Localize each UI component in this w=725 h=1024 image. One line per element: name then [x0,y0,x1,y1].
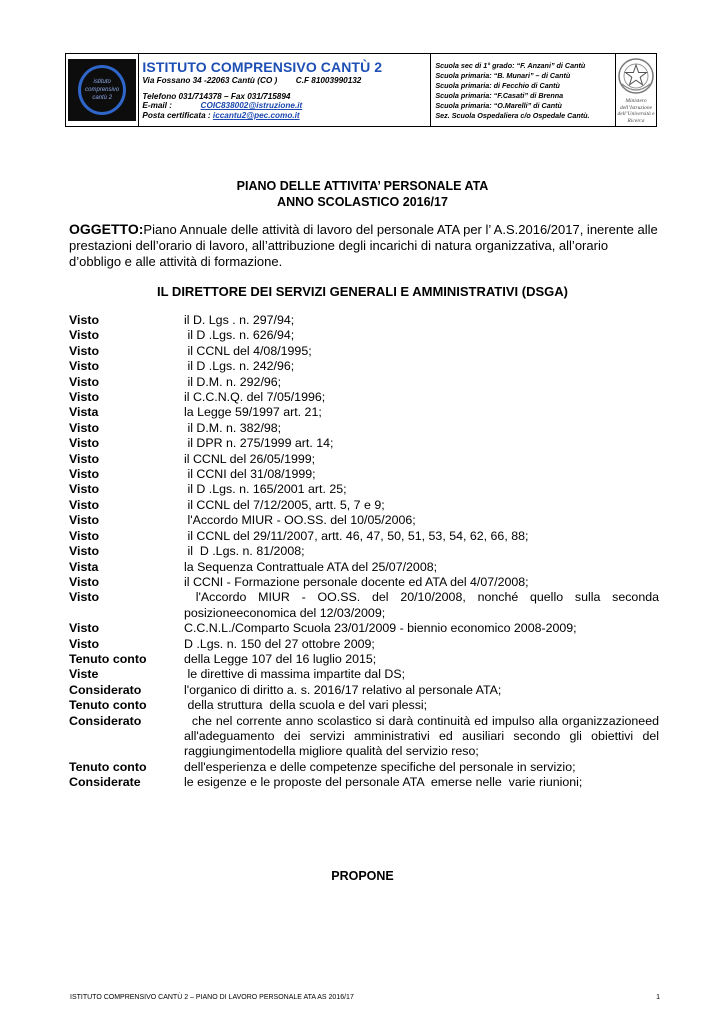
school-info [139,54,431,126]
premise-keyword: Vista [69,405,99,420]
logo-ring [78,65,126,115]
pec-link[interactable]: iccantu2@pec.como.it [212,110,300,120]
premise-keyword: Tenuto conto [69,651,147,666]
premise-keyword: Visto [69,621,100,636]
premise-text: l'Accordo MIUR - OO.SS. del 10/05/2006; [184,513,416,528]
page-number: 1 [656,994,660,1001]
premise-row [69,621,659,636]
premise-keyword: Visto [69,636,100,651]
premise-text: le esigenze e le proposte del personale ATA emerse nelle varie riunioni; [184,775,583,790]
premise-row [69,436,659,451]
premise-keyword: Visto [69,328,100,343]
premise-row [69,652,659,667]
document-title: PIANO DELLE ATTIVITA’ PERSONALE ATA [236,179,489,193]
premise-keyword: Visto [69,590,100,605]
premise-text: l'Accordo MIUR - OO.SS. del 20/10/2008, nonché quello sulla seconda posizioneeconomica del 12/03/2009; [184,590,663,620]
dsga-heading: IL DIRETTORE DEI SERVIZI GENERALI E AMMINISTRATIVI (DSGA) [157,284,568,299]
republic-emblem-icon [616,56,656,96]
premise-keyword: Visto [69,374,100,389]
email-label: E-mail : [142,101,172,111]
premise-row [69,575,659,590]
premise-text: le direttive di massima impartite dal DS; [184,667,406,682]
school-item: Scuola primaria: “F.Casati” di Brenna [435,91,564,100]
premise-keyword: Considerate [69,775,141,790]
premise-text: il CCNI del 31/08/1999; [184,467,316,482]
logo-text-1: istituto [93,79,111,85]
premise-text: C.C.N.L./Comparto Scuola 23/01/2009 - biennio economico 2008-2009; [184,621,577,636]
premise-text: il D .Lgs. n. 81/2008; [184,544,305,559]
subject-label: OGGETTO: [69,221,144,237]
pec-line [142,111,426,121]
premise-row [69,359,659,374]
premise-row [69,590,663,621]
premise-text: il C.C.N.Q. del 7/05/1996; [184,390,326,405]
school-logo [68,59,136,121]
premise-keyword: Viste [69,667,99,682]
letterhead [65,53,657,127]
school-item: Scuola sec di 1° grado: “F. Anzani” di Cantù [435,61,586,70]
pec-label: Posta certificata : [142,110,213,120]
logo-text-3: cantù 2 [92,95,113,101]
premise-row [69,344,659,359]
school-name: ISTITUTO COMPRENSIVO CANTÙ 2 [142,59,383,75]
premise-text: il CCNL del 7/12/2005, artt. 5, 7 e 9; [184,497,385,512]
premise-keyword: Visto [69,436,100,451]
premise-text: il CCNI - Formazione personale docente ed ATA del 4/07/2008; [184,574,529,589]
school-item: Scuola primaria: “O.Marelli” di Cantù [435,101,562,110]
premise-text: il D.M. n. 292/96; [184,374,282,389]
phone-line: Telefono 031/714378 – Fax 031/715894 [142,91,291,101]
premise-row [69,482,659,497]
premise-text: il D. Lgs . n. 297/94; [184,313,295,327]
address: Via Fossano 34 -22063 Cantù (CO ) [142,76,278,85]
fiscal-code: C.F 81003990132 [295,76,362,85]
page-footer [70,993,660,1002]
premise-keyword: Considerato [69,713,142,728]
ministry-emblem-cell [616,54,656,126]
premise-keyword: Visto [69,343,100,358]
premise-keyword: Visto [69,497,100,512]
premise-text: il CCNL del 29/11/2007, artt. 46, 47, 50, 51, 53, 54, 62, 66, 88; [184,528,529,543]
premise-row [69,683,659,698]
premise-row [69,713,663,760]
premise-row [69,637,659,652]
premise-text: il DPR n. 275/1999 art. 14; [184,436,334,451]
premise-text: il CCNL del 26/05/1999; [184,451,316,466]
premise-row [69,375,659,390]
premise-text: della struttura della scuola e del vari plessi; [184,698,428,713]
premise-text: il D .Lgs. n. 242/96; [184,359,295,374]
ministry-caption-line: dell’Università e Ricerca [617,111,655,124]
ministry-caption-line: Ministero dell’Istruzione [619,98,653,111]
premise-keyword: Visto [69,482,100,497]
premise-text: che nel corrente anno scolastico si darà continuità ed impulso alla organizzazioneed all'adeguamento dei servizi amministrativi ed ausiliari secondo gli obiettivi del raggiungimentodella migliore qualità del servizio reso; [184,713,663,759]
subject-text: Piano Annuale delle attività di lavoro del personale ATA per l’ A.S.2016/2017, inerente alle prestazioni dell’orario di lavoro, all’attribuzione degli incarichi di natura organizzativa, all’orario d’obbligo e alle attività di formazione. [69,222,658,269]
premise-row [69,560,659,575]
premise-keyword: Vista [69,559,99,574]
premise-row [69,421,659,436]
premise-keyword: Visto [69,467,100,482]
premise-text: l'organico di diritto a. s. 2016/17 relativo al personale ATA; [184,682,502,697]
logo-text-2: comprensivo [85,87,120,93]
premise-keyword: Visto [69,513,100,528]
premise-keyword: Visto [69,390,100,405]
footer-text: ISTITUTO COMPRENSIVO CANTÙ 2 – PIANO DI LAVORO PERSONALE ATA AS 2016/17 [70,994,354,1001]
premise-text: della Legge 107 del 16 luglio 2015; [184,651,377,666]
school-item: Scuola primaria: di Fecchio di Cantù [435,81,560,90]
email-link[interactable]: COIC838002@istruzione.it [200,101,303,111]
premise-row [69,390,659,405]
premise-text: il CCNL del 4/08/1995; [184,343,312,358]
premise-keyword: Visto [69,451,100,466]
premises-list [69,313,663,791]
premise-row [69,544,659,559]
premise-row [69,313,659,328]
premise-keyword: Tenuto conto [69,698,147,713]
schools-list [431,54,616,126]
premise-text: il D .Lgs. n. 165/2001 art. 25; [184,482,347,497]
premise-keyword: Visto [69,359,100,374]
premise-row [69,698,659,713]
premise-text: la Sequenza Contrattuale ATA del 25/07/2008; [184,559,438,574]
premise-keyword: Visto [69,544,100,559]
premise-text: dell'esperienza e delle competenze specifiche del personale in servizio; [184,759,576,774]
school-year-title: ANNO SCOLASTICO 2016/17 [277,195,448,209]
email-line [142,101,426,111]
ministry-caption [616,98,656,124]
premise-keyword: Visto [69,574,100,589]
premise-row [69,328,659,343]
premise-row [69,667,659,682]
premise-text: il D .Lgs. n. 626/94; [184,328,295,343]
subject-paragraph [69,221,659,270]
premise-row [69,467,659,482]
school-logo-cell [66,54,139,126]
premise-row [69,760,659,775]
premise-keyword: Visto [69,313,100,327]
premise-keyword: Visto [69,528,100,543]
premise-row [69,775,659,790]
premise-keyword: Considerato [69,682,142,697]
premise-keyword: Visto [69,420,100,435]
premise-keyword: Tenuto conto [69,759,147,774]
propone-heading: PROPONE [331,869,394,883]
school-item: Scuola primaria: “B. Munari” – di Cantù [435,71,571,80]
premise-text: il D.M. n. 382/98; [184,420,282,435]
premise-row [69,452,659,467]
school-item: Sez. Scuola Ospedaliera c/o Ospedale Cantù. [435,111,590,120]
premise-row [69,405,659,420]
premise-text: D .Lgs. n. 150 del 27 ottobre 2009; [184,636,375,651]
premise-row [69,498,659,513]
premise-row [69,529,659,544]
premise-row [69,513,659,528]
address-line [142,76,426,86]
premise-text: la Legge 59/1997 art. 21; [184,405,322,420]
